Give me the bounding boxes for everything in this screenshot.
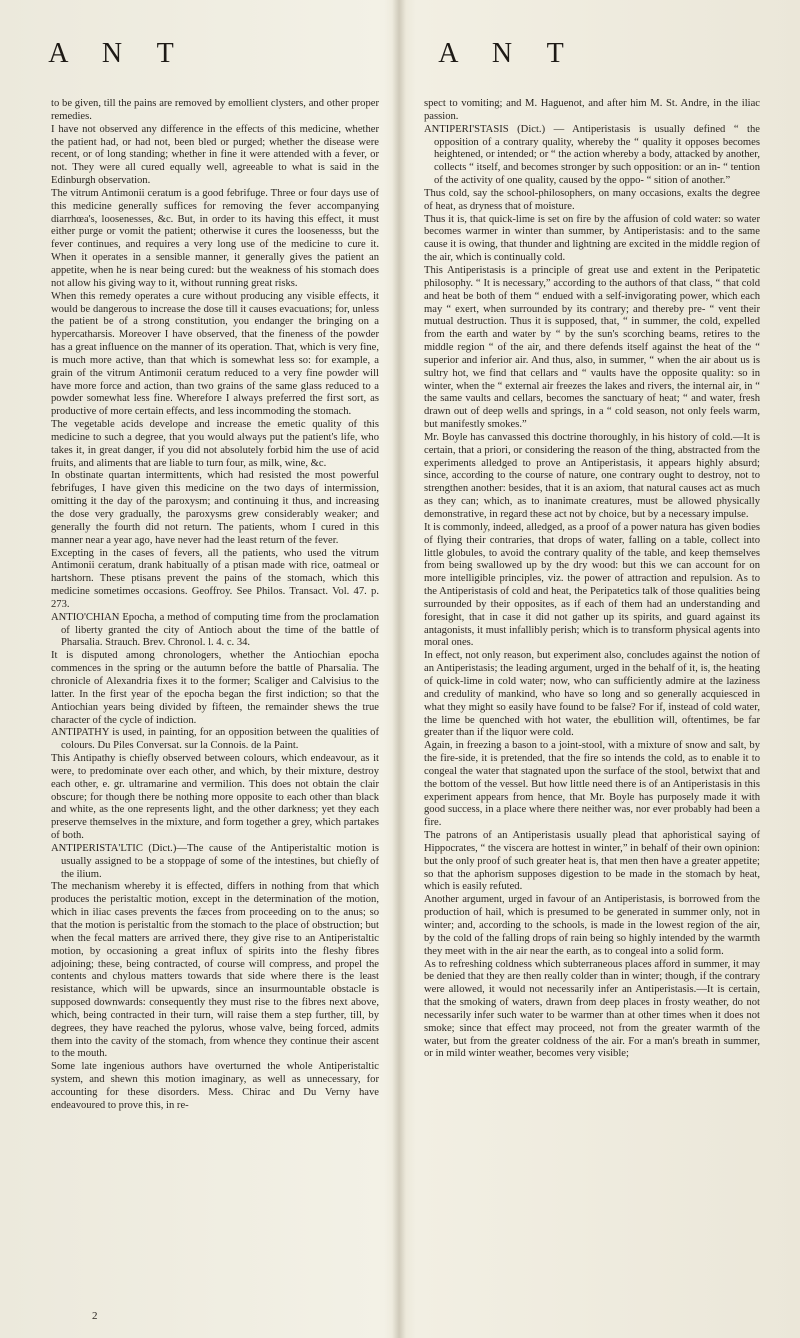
paragraph: Again, in freezing a bason to a joint-stool, with a mixture of snow and salt, by the fire-side, it is pretended, that the fire so intends the cold, as to enable it to congeal the water that stagnated upon the surface of the stool, betwixt that and the bottom of the vessel. But how little need there is of an Antiperistasis in this experiment appears from hence, that Mr. Boyle has purposely made it with good success, in a place where there neither was, nor ever probably had been a fire. xyxy=(424,740,760,829)
paragraph: The vegetable acids develope and increase the emetic quality of this medicine to such a degree, that you would always put the patient's life, who takes it, in great danger, if you did not absolutely forbid him the use of acid fruits, and aliments that are liable to turn four, as milk, wine, &c. xyxy=(51,419,379,469)
paragraph: Excepting in the cases of fevers, all the patients, who used the vitrum Antimonii ceratum, drank habitually of a ptisan made with rice, oatmeal or hartshorn. These ptisans prevent the pains of the stomach, which this medicine sometimes occasions. Geoffroy. See Philos. Transact. Vol. 47. p. 273. xyxy=(51,547,379,610)
paragraph: The vitrum Antimonii ceratum is a good febrifuge. Three or four days use of this medicine generally suffices for removing the fever accompanying diarrhœa's, loosenesses, &c. But, in order to its having this effect, it must either purge or vomit the patient; otherwise it cures the loosenesss, but the fever continues, and requires a very long use of the medicine to cure it. When it operates in a sensible manner, it generally gives the patient an appetite, when he is near being cured: but the weakness of his stomach does not allow his giving way to it, without running great risks. xyxy=(51,187,379,289)
paragraph: This Antiperistasis is a principle of great use and extent in the Peripatetic philosophy. “ It is necessary,” according to the authors of that class, “ that cold and heat be both of them “ endued with a self-invigorating power, which each may “ exert, when surrounded by its contrary; and thereby pre- “ vent their mutual destruction. Thus it is supposed, that, “ in summer, the cold, expelled from the earth and water by “ by the sun's scorching beams, retires to the middle region “ of the air, and there defends itself against the heat of the “ superior and inferior air. And thus, also, in summer, “ when the air about us is sultry hot, we find that cellars and “ vaults have the opposite quality: so in winter, when the “ external air freezes the lakes and rivers, the internal air, in “ the same vaults and cellars, becomes the sanctuary of heat; “ and water, fresh drawn out of deep wells and springs, in a “ cold season, not only feels warm, but manifestly smokes.” xyxy=(424,264,760,431)
paragraph: Mr. Boyle has canvassed this doctrine thoroughly, in his history of cold.—It is certain, that a priori, or considering the reason of the thing, abstracted from the experiments alledged to prove an Antiperistasis, it appears highly absurd; since, according to the course of nature, one contrary ought to destroy, not to strengthen another: besides, that it is an axiom, that natural causes act as much as they can; which, as to inanimate creatures, must be allowed physically demonstrative, in regard these act not by choice, but by a necessary impulse. xyxy=(424,431,760,520)
paragraph: As to refreshing coldness which subterraneous places afford in summer, it may be denied that they are then really colder than in winter; though, if the contrary were allowed, it would not necessarily infer an Antiperistasis.—It is certain, that the smoking of waters, drawn from deep places in frosty weather, do not necessarily infer such water to be warmer than at other times when it does not smoke; since that effect may proceed, not from the greater warmth of the water, but from the greater coldness of the air. For a man's breath in summer, or in mild winter weather, becomes very visible; xyxy=(424,958,760,1060)
paragraph: The mechanism whereby it is effected, differs in nothing from that which produces the peristaltic motion, except in the determination of the motion, which in iliac cases prevents the fæces from proceeding on to the anus; so that the motion is peristaltic from the stomach to the place of obstruction; but when the fecal matters are arrived there, they give rise to an Antiperistaltic motion, by occasioning a great influx of spirits into the fleshy fibres adjoining; these, being contracted, of course will compress, and propel the contents and chylous matters towards that side where there is the least resistance, which will be upwards, since an insurmountable obstacle is supposed downwards: consequently they must rise to the fibres next above, which, being contracted in their turn, will raise them a step further, till, by degrees, they have reached the pylorus, whose valve, being forced, admits them into the cavity of the stomach, from whence they continue their ascent to the mouth. xyxy=(51,881,379,1060)
page-gutter xyxy=(392,0,406,1338)
paragraph: Some late ingenious authors have overturned the whole Antiperistaltic system, and shewn this motion imaginary, as well as unnecessary, for accounting for these disorders. Mess. Chirac and Du Verny have endeavoured to prove this, in re- xyxy=(51,1061,379,1111)
paragraph: It is disputed among chronologers, whether the Antiochian epocha commences in the spring or the autumn before the battle of Pharsalia. The chronicle of Alexandria fixes it to the former; Scaliger and Calvisius to the latter. In the first year of the epocha began the first indiction; so that the Antiochian years being divided by fifteen, the remainder shews the true character of the cycle of indiction. xyxy=(51,650,379,726)
paragraph: Another argument, urged in favour of an Antiperistasis, is borrowed from the production of hail, which is presumed to be generated in summer only, not in winter; and, according to the schools, is made in the lowest region of the air, by the cold of the falling drops of rain being so highly intended by the warmth they meet with in the air near the earth, as to congeal into a solid form. xyxy=(424,894,760,957)
right-running-title: A N T xyxy=(438,38,578,69)
paragraph: I have not observed any difference in the effects of this medicine, whether the patient had, or had not, been bled or purged; whether the disease were recent, or of long standing; whether in fine it were attended with a fever, or not. They were all cured equally well, agreeable to what is said in the Edinburgh observation. xyxy=(51,123,379,187)
paragraph: Thus cold, say the school-philosophers, on many occasions, exalts the degree of heat, as dryness that of moisture. xyxy=(424,187,760,212)
left-text-column xyxy=(51,98,379,1113)
paragraph: to be given, till the pains are removed by emollient clysters, and other proper remedies. xyxy=(51,98,379,122)
paragraph: In effect, not only reason, but experiment also, concludes against the notion of an Antiperistasis; the leading argument, urged in the behalf of it, is, the heating of quick-lime in cold water; now, who can sufficiently admire at the laziness and credulity of mankind, who have so long and so generally acquiesced in what they might so easily have found to be false? For if, instead of cold water, the lime be quenched with hot water, the ebullition will, oftentimes, be far greater than if the liquor were cold. xyxy=(424,650,760,739)
entry-antiperistaltic: ANTIPERISTA'LTIC (Dict.)—The cause of the Antiperistaltic motion is usually assigned to be a stoppage of some of the intestines, but chiefly of the ilium. xyxy=(51,842,379,880)
paragraph: This Antipathy is chiefly observed between colours, which endeavour, as it were, to predominate over each other, and which, by their mixture, destroy each other, e. gr. ultramarine and vermilion. This does not obtain the clair obscure; for though there be nothing more opposite to each other than black and white, as the one represents light, and the other darkness; yet they each preserve themselves in the mixture, and form together a grey, which partakes of both. xyxy=(51,753,379,842)
paragraph: It is commonly, indeed, alledged, as a proof of a power natura has given bodies of flying their contraries, that drops of water, falling on a table, collect into little globules, to avoid the contrary quality of the table, and keep themselves from being swallowed up by the dry wood: but this we can account for on more intelligible principles, viz. the power of attraction and repulsion. As to the Antiperistasis of cold and heat, the Peripatetics talk of those qualities being surrounded by their opposites, as if each of them had an understanding and foresight, that in case it did not gather up its spirits, and guard against its antagonists, it must infallibly perish; which is to transform physical agents into moral ones. xyxy=(424,521,760,649)
entry-antipathy: ANTIPATHY is used, in painting, for an opposition between the qualities of colours. Du Piles Conversat. sur la Connois. de la Paint. xyxy=(51,727,379,752)
paragraph: The patrons of an Antiperistasis usually plead that aphoristical saying of Hippocrates, “ the viscera are hottest in winter,” in behalf of their own opinion: but the only proof of such greater heat is, that men then have a greater appetite; so that the aphorism supposes digestion to be made in the stomach by heat, which is easily refuted. xyxy=(424,830,760,893)
entry-antiochian-epocha: ANTIO'CHIAN Epocha, a method of computing time from the proclamation of liberty granted the city of Antioch about the time of the battle of Pharsalia. Strauch. Brev. Chronol. l. 4. c. 34. xyxy=(51,611,379,649)
paragraph: Thus it is, that quick-lime is set on fire by the affusion of cold water: so water becomes warmer in winter than summer, by Antiperistasis: and to the same cause it is owing, that thunder and lightning are excited in the middle region of the air, which is continually cold. xyxy=(424,213,760,264)
entry-antiperistasis: ANTIPERI'STASIS (Dict.) — Antiperistasis is usually defined “ the opposition of a contrary quality, whereby the “ quality it opposes becomes heightened, or intended; or “ the action whereby a body, attacked by another, collects “ itself, and becomes stronger by such opposition: or an in- “ tention of the activity of one quality, caused by the oppo- “ sition of another.” xyxy=(424,123,760,187)
right-text-column xyxy=(424,98,760,1061)
paragraph: In obstinate quartan intermittents, which had resisted the most powerful febrifuges, I have given this medicine on the two days of intermission, omitting it the day of the paroxysm; and continuing it thus, and increasing the dose very gradually, the paroxysms grew considerably weaker; and generally the fourth did not return. The patients, whom I cured in this manner near a year ago, have never had the least return of the fever. xyxy=(51,470,379,546)
signature-mark: 2 xyxy=(92,1310,98,1322)
paragraph: spect to vomiting; and M. Haguenot, and after him M. St. Andre, in the iliac passion. xyxy=(424,98,760,122)
paragraph: When this remedy operates a cure without producing any visible effects, it would be dangerous to increase the dose till it causes evacuations; for, unless the patient be of a strong constitution, you endanger the bringing on a hypercatharsis. Moreover I have observed, that the fineness of the powder has a great influence on the manner of its operation. That, which is very fine, is much more active, than that which is somewhat less so: for example, a grain of the vitrum Antimonii ceratum reduced to a very fine powder will have more force and action, than two grains of the same glass reduced to a powder somewhat less fine. Wherefore I always preferred the first sort, as productive of more certain effects, and less incommoding the stomach. xyxy=(51,290,379,418)
left-running-title: A N T xyxy=(48,38,188,69)
